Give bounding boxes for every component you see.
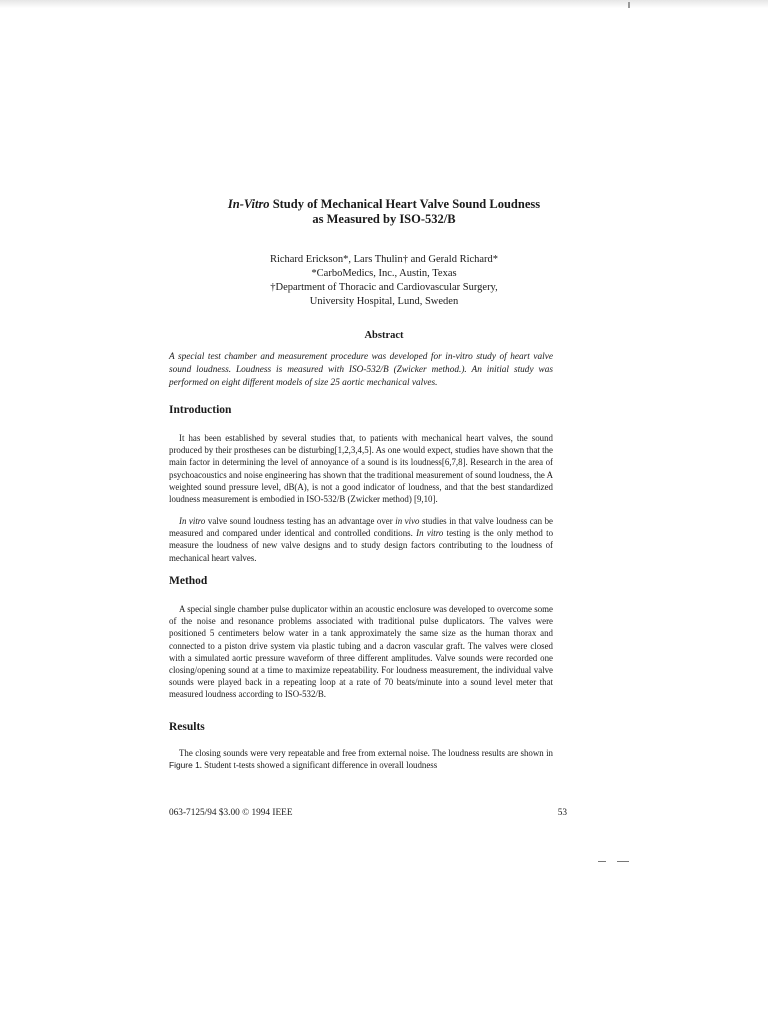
intro-p1-text: It has been established by several studies that, to patients with mechanical heart valves, the sound produced by their prostheses can be disturbing[1,2,3,4,5]. As one would expect, studies have shown that the main factor in determining the level of annoyance of a sound is its loudness[6,7,8]. Research in the area of psychoacoustics and noise engineering has shown that the traditional measurement of sound loudness, the A weighted sound pressure level, dB(A), is not a good indicator of loudness, and that the best standardized loudness measurement is embodied in ISO-532/B (Zwicker method) [9,10]. [169,433,553,505]
results-p1-text-1: The closing sounds were very repeatable and free from external noise. The loudness results are shown in [179,748,553,758]
title-rest: Study of Mechanical Heart Valve Sound Loudness [269,197,541,211]
results-paragraph [169,747,553,771]
title-italic: In-Vitro [227,197,270,211]
author-block [150,253,618,309]
results-p1-text-2: . Student t-tests showed a significant difference in overall loudness [199,760,438,771]
method-heading: Method [169,575,208,587]
scan-artifact-dash [598,861,606,862]
scan-artifact-dash [617,861,629,862]
method-paragraph [169,603,553,701]
abstract-heading: Abstract [364,330,404,341]
intro-p2-em-3: In vitro [416,528,444,539]
method-p1-text: A special single chamber pulse duplicator within an acoustic enclosure was developed to overcome some of the noise and resonance problems associated with traditional pulse duplicators. The valves were positioned 5 centimeters below water in a tank approximately the same size as the human thorax and connected to a piston drive system via plastic tubing and a dacron vascular graft. The valves were closed with a simulated aortic pressure waveform of three different amplitudes. Valve sounds were recorded one closing/opening sound at a time to maximize repeatability. For loudness measurement, the individual valve sounds were played back in a repeating loop at a rate of 70 beats/minute into a sound level meter that measured loudness according to ISO-532/B. [169,604,553,700]
intro-p2-text-1: valve sound loudness testing has an advantage over [205,516,396,526]
affiliation-line: †Department of Thoracic and Cardiovascular Surgery, [270,282,498,293]
affiliation-line: *CarboMedics, Inc., Austin, Texas [311,268,457,279]
copyright-footer: 063-7125/94 $3.00 © 1994 IEEE [169,808,293,818]
title-line2: as Measured by ISO-532/B [312,212,456,226]
intro-p2-text-2: studies in that valve loudness can be measured and compared under identical and controlled conditions. [169,516,553,539]
intro-p2-text-3: testing is the only method to measure the loudness of new valve designs and to study design factors contributing to the loudness of mechanical heart valves. [169,528,554,563]
figure-reference: Figure 1 [169,760,200,771]
paper-title [150,197,618,227]
affiliation-line: University Hospital, Lund, Sweden [309,296,459,307]
intro-p2-em-2: in vivo [395,516,420,526]
introduction-heading: Introduction [169,404,232,416]
intro-p2-em-1: In vitro [179,516,206,526]
author-line: Richard Erickson*, Lars Thulin† and Gerald Richard* [269,254,499,265]
results-heading: Results [169,721,205,733]
abstract-text: A special test chamber and measurement procedure was developed for in-vitro study of heart valve sound loudness. Loudness is measured with ISO-532/B (Zwicker method.). An initial study was performed on eight different models of size 25 aortic mechanical valves. [169,352,553,388]
introduction-paragraph-1 [169,432,553,505]
introduction-paragraph-2 [169,515,553,564]
page-number: 53 [557,808,567,818]
